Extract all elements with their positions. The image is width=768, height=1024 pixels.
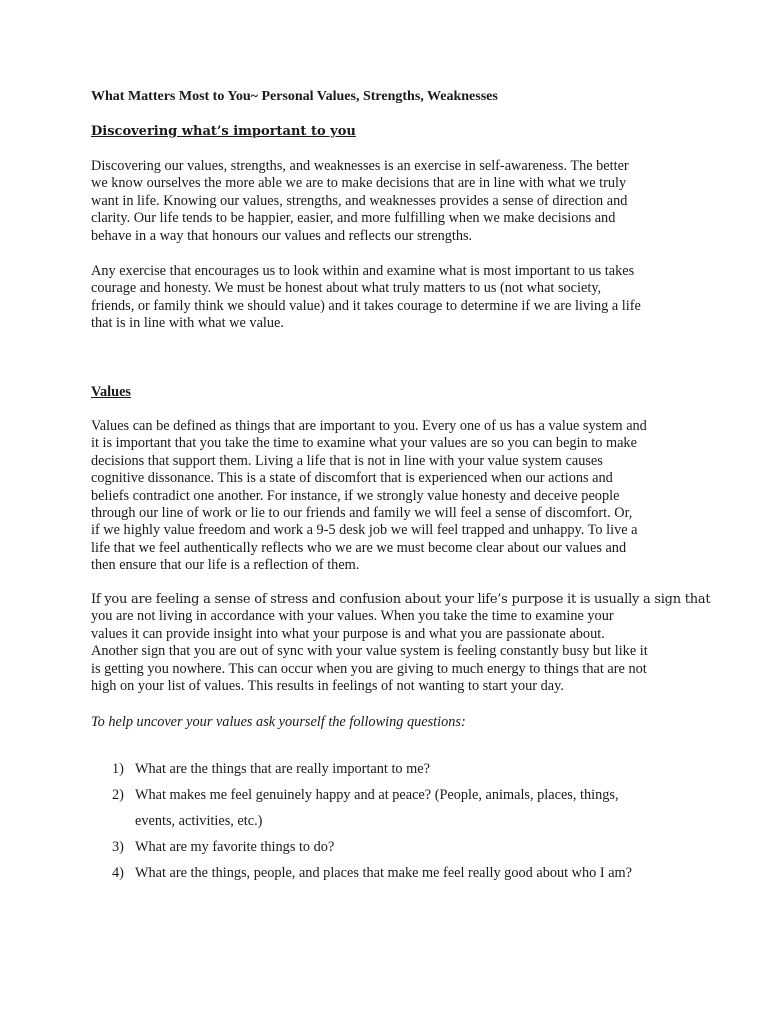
questions-prompt: To help uncover your values ask yourself the following questions:: [91, 714, 466, 730]
paragraph-line: clarity. Our life tends to be happier, easier, and more fulfilling when we make decisions and: [91, 210, 616, 227]
paragraph-line: courage and honesty. We must be honest about what truly matters to us (not what society,: [91, 280, 602, 297]
question-item: [112, 839, 632, 856]
paragraph-line: is getting you nowhere. This can occur when you are giving to much energy to things that are not: [91, 660, 647, 677]
paragraph-line: values it can provide insight into what your purpose is and what you are passionate about.: [91, 625, 605, 642]
courage-paragraph: [91, 263, 641, 333]
question-item: [112, 761, 632, 778]
values-paragraph: [91, 418, 647, 575]
paragraph-line: friends, or family think we should value) and it takes courage to determine if we are living a life: [91, 297, 641, 314]
paragraph-line: want in life. Knowing our values, strengths, and weaknesses provides a sense of direction and: [91, 192, 628, 209]
section-subheading: Discovering what’s important to you: [91, 124, 356, 139]
question-number: 1): [112, 761, 124, 777]
document-title: What Matters Most to You~ Personal Values, Strengths, Weaknesses: [91, 89, 498, 104]
question-item: [112, 787, 632, 830]
paragraph-line: then ensure that our life is a reflection of them.: [91, 557, 360, 574]
paragraph-line: if we highly value freedom and work a 9-5 desk job we will feel trapped and unhappy. To live a: [91, 522, 638, 539]
paragraph-line: behave in a way that honours our values and reflects our strengths.: [91, 227, 473, 244]
paragraph-line: decisions that support them. Living a life that is not in line with your value system causes: [91, 452, 603, 469]
paragraph-line: If you are feeling a sense of stress and confusion about your life’s purpose it is usually a sign that: [91, 592, 711, 607]
question-number: 3): [112, 839, 124, 855]
paragraph-line: beliefs contradict one another. For instance, if we strongly value honesty and deceive people: [91, 487, 620, 504]
paragraph-line: you are not living in accordance with your values. When you take the time to examine your: [91, 608, 614, 625]
question-text: What are my favorite things to do?: [135, 839, 335, 855]
question-text: events, activities, etc.): [135, 813, 263, 829]
paragraph-line: life that we feel authentically reflects who we are we must become clear about our values and: [91, 539, 627, 556]
paragraph-line: through our line of work or lie to our friends and family we will feel a sense of discomfort. Or,: [91, 505, 633, 522]
paragraph-line: Values can be defined as things that are important to you. Every one of us has a value system and: [91, 418, 647, 434]
intro-paragraph: [91, 158, 629, 245]
values-heading: Values: [91, 384, 131, 400]
stress-paragraph: [91, 591, 710, 695]
paragraph-line: Any exercise that encourages us to look within and examine what is most important to us takes: [91, 263, 635, 279]
question-number: 2): [112, 787, 124, 803]
paragraph-line: Another sign that you are out of sync with your value system is feeling constantly busy but like it: [91, 643, 648, 660]
paragraph-line: it is important that you take the time to examine what your values are so you can begin to make: [91, 435, 637, 452]
question-item: [112, 865, 632, 882]
question-text: What are the things, people, and places that make me feel really good about who I am?: [135, 865, 633, 881]
paragraph-line: we know ourselves the more able we are to make decisions that are in line with what we truly: [91, 175, 627, 192]
question-text: What are the things that are really important to me?: [135, 761, 430, 777]
question-number: 4): [112, 865, 124, 881]
paragraph-line: Discovering our values, strengths, and weaknesses is an exercise in self-awareness. The better: [91, 158, 629, 174]
paragraph-line: that is in line with what we value.: [91, 315, 284, 332]
question-text: What makes me feel genuinely happy and at peace? (People, animals, places, things,: [135, 787, 619, 803]
paragraph-line: high on your list of values. This results in feelings of not wanting to start your day.: [91, 678, 564, 695]
paragraph-line: cognitive dissonance. This is a state of discomfort that is experienced when our actions and: [91, 470, 613, 487]
questions-list: [112, 761, 632, 891]
